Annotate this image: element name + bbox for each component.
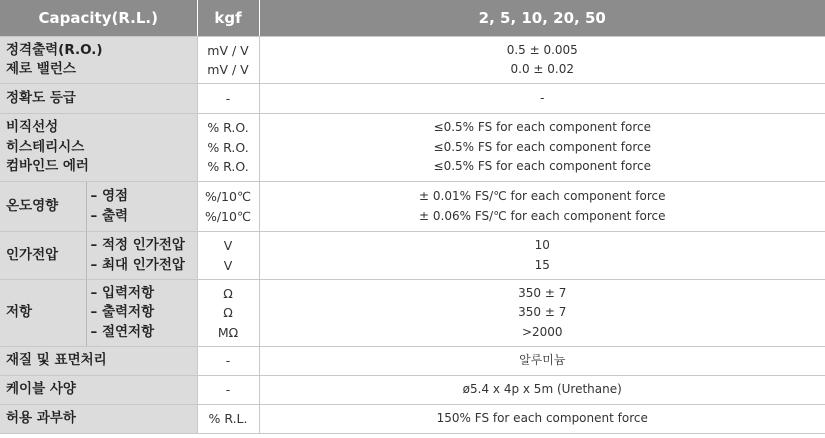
row-linearity-label	[0, 114, 197, 182]
row-output	[0, 37, 825, 84]
combined-error-value: ≤0.5% FS for each component force	[433, 159, 651, 174]
cable-label: 케이블 사양	[0, 376, 197, 405]
row-temperature	[0, 182, 825, 232]
output-resistance-label: – 출력저항	[90, 304, 155, 321]
max-voltage-label: – 최대 인가전압	[90, 256, 185, 273]
zero-balance-unit: mV / V	[207, 62, 249, 77]
row-temperature-subs	[86, 182, 197, 232]
recommended-voltage-unit: V	[223, 238, 233, 253]
row-temperature-value	[259, 182, 825, 232]
nonlinearity-label: 비직선성	[6, 119, 59, 136]
row-temperature-unit	[197, 182, 259, 232]
cable-unit: -	[197, 376, 259, 405]
row-resistance-subs	[86, 280, 197, 347]
accuracy-value: -	[259, 84, 825, 114]
overload-unit: % R.L.	[197, 405, 259, 434]
temp-zero-value: ± 0.01% FS/℃ for each component force	[419, 189, 666, 203]
hysteresis-label: 히스테리시스	[6, 138, 85, 155]
row-cable	[0, 376, 825, 405]
rated-output-label: 정격출력(R.O.)	[6, 41, 103, 58]
temperature-label: 온도영향	[0, 182, 86, 232]
row-voltage-unit	[197, 232, 259, 280]
rated-output-value: 0.5 ± 0.005	[506, 42, 578, 57]
temp-output-value: ± 0.06% FS/℃ for each component force	[419, 208, 666, 223]
header-values: 2, 5, 10, 20, 50	[259, 0, 825, 37]
row-linearity-value	[259, 114, 825, 182]
zero-balance-value: 0.0 ± 0.02	[510, 62, 574, 76]
insulation-resistance-label: – 절연저항	[90, 323, 155, 340]
output-resistance-unit: Ω	[223, 305, 233, 321]
zero-balance-label: 제로 밸런스	[6, 61, 76, 77]
row-resistance-value	[259, 280, 825, 347]
insulation-resistance-value: >2000	[521, 324, 563, 339]
header-row	[0, 0, 825, 37]
header-capacity: Capacity(R.L.)	[0, 0, 197, 37]
row-voltage-value	[259, 232, 825, 280]
insulation-resistance-unit: MΩ	[217, 324, 239, 340]
max-voltage-value: 15	[534, 257, 550, 272]
row-voltage	[0, 232, 825, 280]
nonlinearity-unit: % R.O.	[207, 120, 249, 136]
temp-output-unit: %/10℃	[204, 208, 252, 224]
row-accuracy	[0, 84, 825, 114]
material-unit: -	[197, 347, 259, 376]
combined-error-unit: % R.O.	[207, 159, 249, 175]
recommended-voltage-label: – 적정 인가전압	[90, 237, 185, 253]
hysteresis-unit: % R.O.	[207, 139, 249, 155]
recommended-voltage-value: 10	[534, 238, 550, 252]
temp-zero-label: – 영점	[90, 188, 129, 204]
row-material	[0, 347, 825, 376]
row-output-value	[259, 37, 825, 84]
row-voltage-subs	[86, 232, 197, 280]
input-resistance-label: – 입력저항	[90, 284, 155, 301]
input-resistance-unit: Ω	[223, 285, 233, 301]
output-resistance-value: 350 ± 7	[518, 305, 567, 320]
row-overload	[0, 405, 825, 434]
hysteresis-value: ≤0.5% FS for each component force	[433, 139, 651, 154]
resistance-label: 저항	[0, 280, 86, 347]
row-linearity	[0, 114, 825, 182]
row-linearity-unit	[197, 114, 259, 182]
max-voltage-unit: V	[223, 257, 233, 273]
row-resistance-unit	[197, 280, 259, 347]
accuracy-unit: -	[197, 84, 259, 114]
cable-value: ø5.4 x 4p x 5m (Urethane)	[259, 376, 825, 405]
material-label: 재질 및 표면처리	[0, 347, 197, 376]
rated-output-unit: mV / V	[207, 42, 249, 58]
overload-label: 허용 과부하	[0, 405, 197, 434]
overload-value: 150% FS for each component force	[259, 405, 825, 434]
voltage-label: 인가전압	[0, 232, 86, 280]
row-output-unit	[197, 37, 259, 84]
material-value: 알루미늄	[259, 347, 825, 376]
nonlinearity-value: ≤0.5% FS for each component force	[433, 120, 651, 135]
temp-output-label: – 출력	[90, 207, 129, 224]
accuracy-label: 정확도 등급	[0, 84, 197, 114]
row-output-label	[0, 37, 197, 84]
combined-error-label: 컴바인드 에러	[6, 158, 89, 175]
input-resistance-value: 350 ± 7	[518, 285, 567, 300]
header-unit: kgf	[197, 0, 259, 37]
row-resistance	[0, 280, 825, 347]
temp-zero-unit: %/10℃	[204, 189, 252, 204]
